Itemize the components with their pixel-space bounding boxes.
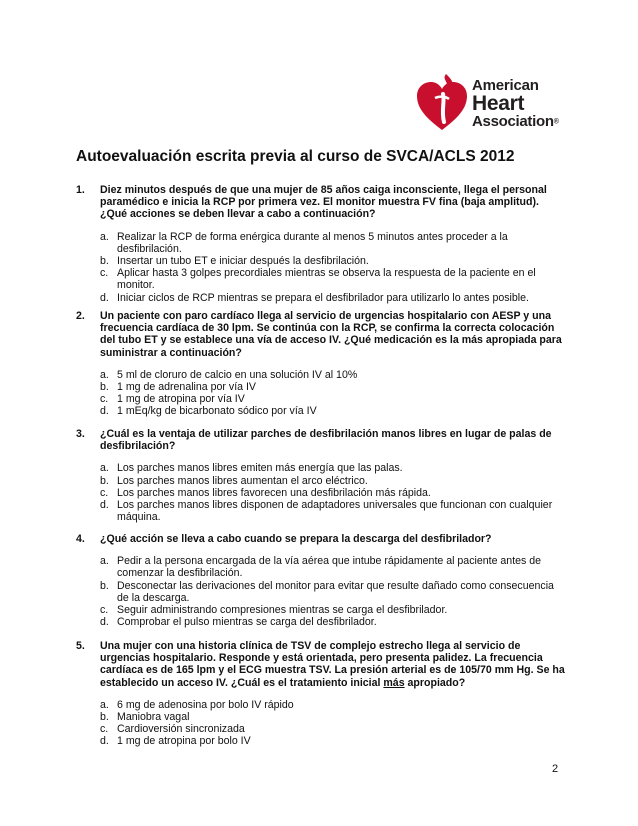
answer-option: a. Realizar la RCP de forma enérgica durante al menos 5 minutos antes proceder a la desfibrilación. <box>100 230 508 255</box>
answer-option: d. 1 mEq/kg de bicarbonato sódico por vía IV <box>100 405 317 418</box>
question-text: ¿Cuál es la ventaja de utilizar parches de desfibrilación manos libres en lugar de palas de desfibrilación? <box>100 428 552 453</box>
answer-option: b. Los parches manos libres aumentan el arco eléctrico. <box>100 474 368 487</box>
registered-mark: ® <box>553 118 559 126</box>
question-text: Un paciente con paro cardíaco llega al servicio de urgencias hospitalario con AESP y una frecuencia cardíaca de 30 lpm. Se continúa con la RCP, se confirma la correcta colocación del tubo ET y se establece una vía de acceso IV. ¿Qué medicación es la más apropiada para suministrar a continuación? <box>100 310 562 359</box>
question-5-stem: 5. Una mujer con una historia clínica de TSV de complejo estrecho llega al servicio de urgencias hospitalario. Responde y está orientada, pero presenta palidez. La frecuencia cardíaca es de 165 lpm y el ECG muestra TSV. La presión arterial es de 105/70 mm Hg. Se ha establecido un acceso IV. ¿Cuál es el tratamiento inicial más apropiado? <box>76 640 565 689</box>
question-4 <box>76 533 566 628</box>
answer-option: b. Desconectar las derivaciones del monitor para evitar que resulte dañado como consecuencia de la descarga. <box>100 579 554 604</box>
logo-line-heart: Heart <box>472 92 525 115</box>
aha-wordmark <box>472 78 559 129</box>
answer-option: d. 1 mg de atropina por bolo IV <box>100 735 251 748</box>
page-title: Autoevaluación escrita previa al curso de SVCA/ACLS 2012 <box>76 148 515 165</box>
question-4-stem <box>76 533 566 545</box>
question-number: 3. <box>76 428 85 440</box>
page-number: 2 <box>552 763 559 775</box>
answer-option: c. Seguir administrando compresiones mientras se carga el desfibrilador. <box>100 604 448 617</box>
emphasis-underline: más <box>383 676 405 689</box>
question-1 <box>76 184 566 304</box>
heart-torch-icon <box>415 72 469 134</box>
question-number: 1. <box>76 184 85 196</box>
logo-line-american: American <box>472 77 539 94</box>
question-number: 2. <box>76 310 85 322</box>
answer-option: c. Aplicar hasta 3 golpes precordiales mientras se observa la respuesta de la paciente en el monitor. <box>100 267 536 292</box>
question-3 <box>76 428 566 523</box>
answer-options <box>76 555 566 628</box>
answer-option: b. 1 mg de adrenalina por vía IV <box>100 381 256 394</box>
answer-option: a. 6 mg de adenosina por bolo IV rápido <box>100 698 294 711</box>
answer-options <box>76 231 566 304</box>
question-text: Diez minutos después de que una mujer de 85 años caiga inconsciente, llega el personal paramédico e inicia la RCP por primera vez. El monitor muestra FV fina (baja amplitud). ¿Qué acciones se deben llevar a cabo a continuación? <box>100 184 547 221</box>
answer-option: c. 1 mg de atropina por vía IV <box>100 393 245 406</box>
answer-option: a. Pedir a la persona encargada de la vía aérea que intube rápidamente al paciente antes de comenzar la desfibrilación. <box>100 555 542 580</box>
question-2 <box>76 310 566 418</box>
answer-option: c. Los parches manos libres favorecen una desfibrilación más rápida. <box>100 486 431 499</box>
answer-option: b. Insertar un tubo ET e iniciar después la desfibrilación. <box>100 255 369 268</box>
answer-options <box>76 699 566 748</box>
question-text: ¿Qué acción se lleva a cabo cuando se prepara la descarga del desfibrilador? <box>100 533 492 545</box>
question-number: 4. <box>76 533 85 545</box>
answer-options <box>76 462 566 523</box>
answer-option: b. Maniobra vagal <box>100 711 190 724</box>
answer-option: d. Los parches manos libres disponen de adaptadores universales que funcionan con cualquier máquina. <box>100 499 553 524</box>
aha-logo <box>415 72 575 134</box>
question-2-stem <box>76 310 566 359</box>
logo-line-association: Association® <box>472 113 559 130</box>
answer-option: d. Comprobar el pulso mientras se carga del desfibrilador. <box>100 616 377 629</box>
answer-option: a. Los parches manos libres emiten más energía que las palas. <box>100 462 403 475</box>
question-3-stem <box>76 428 566 452</box>
question-5 <box>76 640 566 748</box>
answer-option: d. Iniciar ciclos de RCP mientras se prepara el desfibrilador para utilizarlo lo antes posible. <box>100 291 529 304</box>
question-number: 5. <box>76 640 85 652</box>
question-1-stem <box>76 184 566 221</box>
answer-option: a. 5 ml de cloruro de calcio en una solución IV al 10% <box>100 368 358 381</box>
answer-options <box>76 369 566 418</box>
answer-option: c. Cardioversión sincronizada <box>100 723 245 736</box>
question-text: Una mujer con una historia clínica de TSV de complejo estrecho llega al servicio de urgencias hospitalario. Responde y está orientada, pero presenta palidez. La frecuencia cardíaca es de 165 lpm y el ECG muestra TSV. La presión arterial es de 105/70 mm Hg. Se ha establecido un acceso IV. ¿Cuál es el tratamiento inicial <box>100 640 565 689</box>
